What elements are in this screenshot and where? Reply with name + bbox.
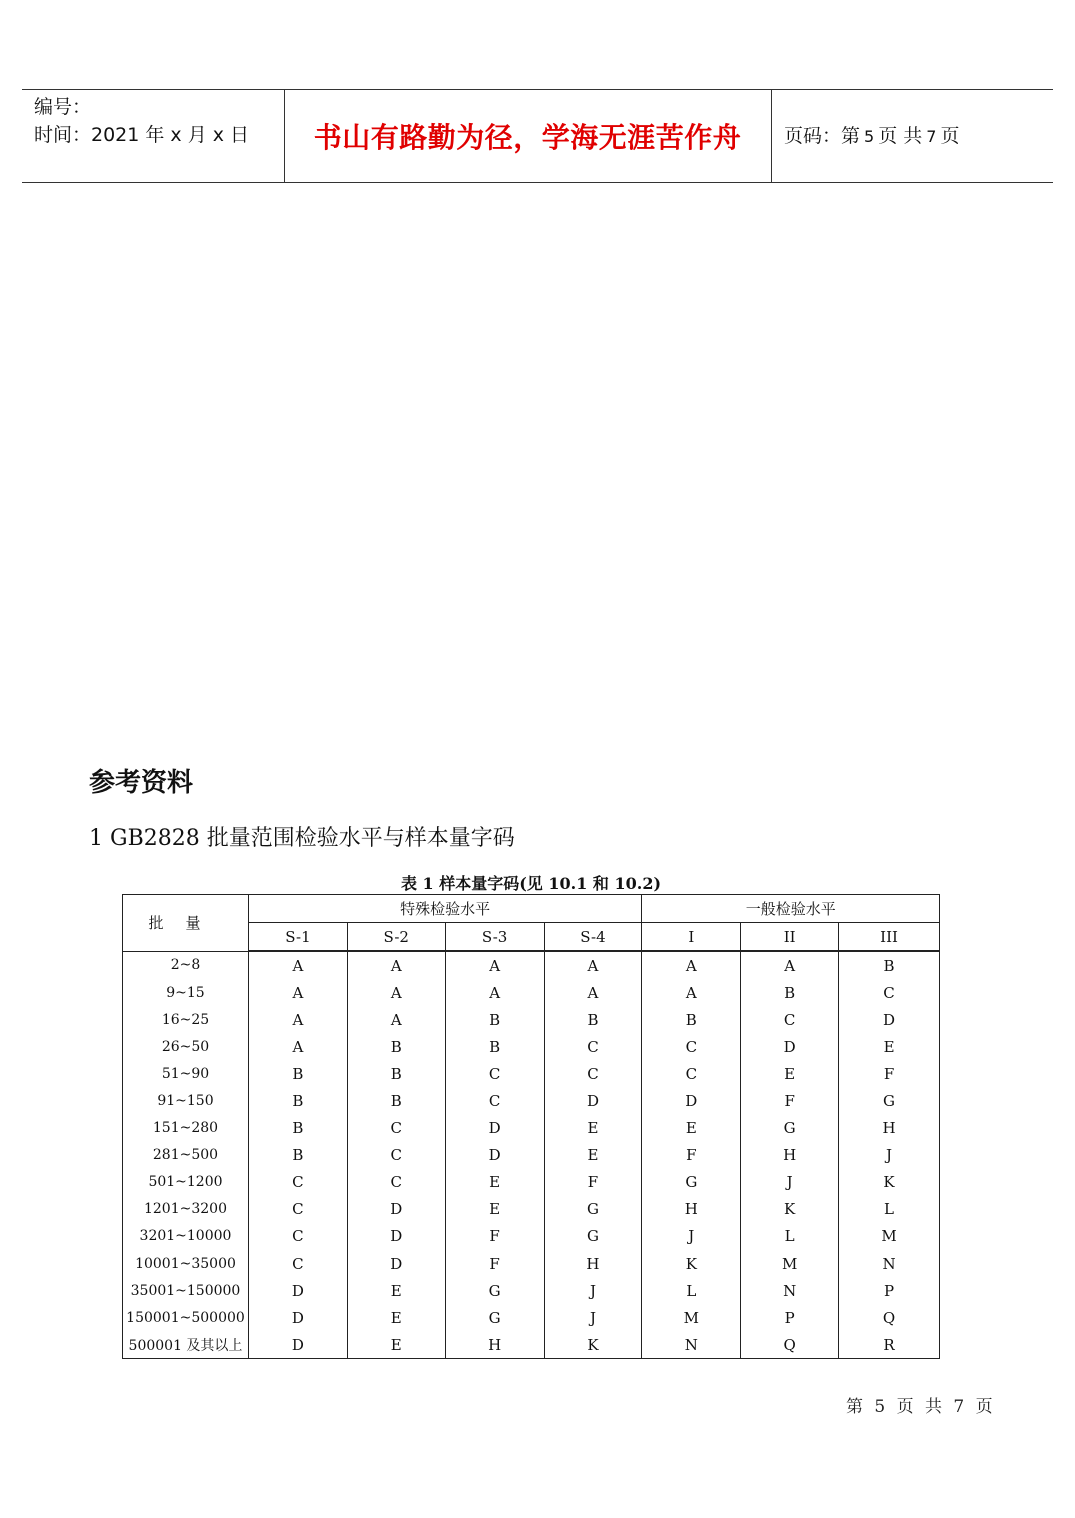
table-row — [123, 1223, 940, 1250]
level-header-1: S-2 — [347, 923, 445, 952]
code-letter-cell: B — [347, 1060, 445, 1087]
code-letter-cell: B — [544, 1006, 642, 1033]
code-letter-cell: A — [544, 951, 642, 979]
page-prefix: 页码：第 — [784, 125, 861, 147]
code-letter-cell: A — [741, 951, 839, 979]
code-letter-cell: D — [544, 1087, 642, 1114]
code-letter-cell: C — [544, 1033, 642, 1060]
lot-size-cell: 281~500 — [123, 1142, 249, 1169]
code-letter-cell: L — [741, 1223, 839, 1250]
header-meta — [34, 93, 249, 149]
code-letter-cell: A — [445, 951, 544, 979]
code-letter-cell: C — [544, 1060, 642, 1087]
code-letter-cell: E — [347, 1277, 445, 1304]
code-letter-cell: A — [544, 979, 642, 1006]
table-row — [123, 1115, 940, 1142]
lot-size-cell: 500001 及其以上 — [123, 1331, 249, 1359]
table-row — [123, 1304, 940, 1331]
code-letter-cell: B — [445, 1033, 544, 1060]
header-motto: 书山有路勤为径，学海无涯苦作舟 — [313, 120, 742, 154]
page-suffix: 页 — [940, 125, 960, 147]
reference-item: 1 GB2828 批量范围检验水平与样本量字码 — [89, 826, 515, 851]
code-letter-cell: G — [839, 1087, 940, 1114]
code-letter-cell: M — [741, 1250, 839, 1277]
sample-code-table — [122, 894, 940, 1359]
code-letter-cell: L — [642, 1277, 741, 1304]
general-level-header: 一般检验水平 — [642, 895, 940, 923]
code-letter-cell: B — [347, 1087, 445, 1114]
lot-size-cell: 35001~150000 — [123, 1277, 249, 1304]
code-letter-cell: B — [642, 1006, 741, 1033]
code-letter-cell: G — [544, 1196, 642, 1223]
code-letter-cell: H — [544, 1250, 642, 1277]
code-letter-cell: E — [544, 1142, 642, 1169]
code-letter-cell: A — [642, 979, 741, 1006]
code-letter-cell: H — [642, 1196, 741, 1223]
code-letter-cell: F — [741, 1087, 839, 1114]
code-letter-cell: C — [642, 1060, 741, 1087]
code-letter-cell: B — [839, 951, 940, 979]
lot-size-cell: 1201~3200 — [123, 1196, 249, 1223]
lot-size-cell: 151~280 — [123, 1115, 249, 1142]
number-label: 编号： — [34, 96, 92, 118]
page-footer: 第 5 页 共 7 页 — [846, 1397, 993, 1417]
code-letter-cell: G — [741, 1115, 839, 1142]
special-level-header: 特殊检验水平 — [248, 895, 641, 923]
code-letter-cell: B — [248, 1060, 347, 1087]
code-letter-cell: F — [544, 1169, 642, 1196]
level-header-5: II — [741, 923, 839, 952]
lot-size-header: 批量 — [123, 895, 249, 952]
code-letter-cell: C — [347, 1142, 445, 1169]
level-header-3: S-4 — [544, 923, 642, 952]
code-letter-cell: E — [347, 1304, 445, 1331]
lot-size-cell: 501~1200 — [123, 1169, 249, 1196]
table-row — [123, 979, 940, 1006]
code-letter-cell: E — [544, 1115, 642, 1142]
code-letter-cell: Q — [839, 1304, 940, 1331]
code-letter-cell: F — [839, 1060, 940, 1087]
code-letter-cell: H — [839, 1115, 940, 1142]
code-letter-cell: G — [544, 1223, 642, 1250]
code-letter-cell: C — [248, 1250, 347, 1277]
code-letter-cell: N — [642, 1331, 741, 1359]
code-letter-cell: D — [347, 1223, 445, 1250]
code-letter-cell: D — [445, 1115, 544, 1142]
level-header-4: I — [642, 923, 741, 952]
code-letter-cell: D — [248, 1331, 347, 1359]
table-caption: 表 1 样本量字码(见 10.1 和 10.2) — [400, 874, 662, 893]
code-letter-cell: B — [347, 1033, 445, 1060]
table-body — [123, 951, 940, 1359]
code-letter-cell: E — [741, 1060, 839, 1087]
page-current: 5 — [864, 127, 875, 146]
code-letter-cell: B — [248, 1142, 347, 1169]
code-letter-cell: C — [248, 1223, 347, 1250]
code-letter-cell: E — [347, 1331, 445, 1359]
code-letter-cell: E — [642, 1115, 741, 1142]
table-row — [123, 1006, 940, 1033]
code-letter-cell: C — [347, 1115, 445, 1142]
code-letter-cell: K — [741, 1196, 839, 1223]
code-letter-cell: K — [544, 1331, 642, 1359]
table-row — [123, 1142, 940, 1169]
lot-size-cell: 150001~500000 — [123, 1304, 249, 1331]
table-row — [123, 1331, 940, 1359]
level-header-0: S-1 — [248, 923, 347, 952]
code-letter-cell: H — [445, 1331, 544, 1359]
code-letter-cell: C — [839, 979, 940, 1006]
level-header-6: III — [839, 923, 940, 952]
code-letter-cell: C — [642, 1033, 741, 1060]
code-letter-cell: A — [248, 979, 347, 1006]
code-letter-cell: B — [445, 1006, 544, 1033]
code-letter-cell: D — [741, 1033, 839, 1060]
table-row — [123, 1250, 940, 1277]
table-row — [123, 1169, 940, 1196]
code-letter-cell: C — [248, 1169, 347, 1196]
code-letter-cell: J — [544, 1277, 642, 1304]
code-letter-cell: G — [445, 1277, 544, 1304]
table-row — [123, 951, 940, 979]
table-row — [123, 1196, 940, 1223]
page-total: 7 — [926, 127, 937, 146]
code-letter-cell: D — [445, 1142, 544, 1169]
table-row — [123, 1033, 940, 1060]
code-letter-cell: F — [445, 1223, 544, 1250]
code-letter-cell: D — [347, 1196, 445, 1223]
table-row — [123, 1277, 940, 1304]
code-letter-cell: A — [248, 1033, 347, 1060]
code-letter-cell: J — [642, 1223, 741, 1250]
code-letter-cell: A — [248, 951, 347, 979]
table-row — [123, 1087, 940, 1114]
code-letter-cell: K — [642, 1250, 741, 1277]
code-letter-cell: H — [741, 1142, 839, 1169]
code-letter-cell: C — [248, 1196, 347, 1223]
table-row — [123, 1060, 940, 1087]
code-letter-cell: N — [741, 1277, 839, 1304]
code-letter-cell: N — [839, 1250, 940, 1277]
header-divider-right — [771, 89, 772, 182]
header-page-indicator — [784, 121, 959, 148]
code-letter-cell: E — [445, 1169, 544, 1196]
code-letter-cell: C — [445, 1087, 544, 1114]
time-label: 时间：2021 年 x 月 x 日 — [34, 124, 250, 146]
code-letter-cell: K — [839, 1169, 940, 1196]
lot-size-cell: 26~50 — [123, 1033, 249, 1060]
code-letter-cell: E — [839, 1033, 940, 1060]
code-letter-cell: F — [445, 1250, 544, 1277]
code-letter-cell: D — [839, 1006, 940, 1033]
lot-size-cell: 9~15 — [123, 979, 249, 1006]
lot-size-cell: 3201~10000 — [123, 1223, 249, 1250]
code-letter-cell: B — [248, 1115, 347, 1142]
page-mid: 页 共 — [878, 125, 923, 147]
lot-size-cell: 16~25 — [123, 1006, 249, 1033]
code-letter-cell: M — [642, 1304, 741, 1331]
code-letter-cell: A — [347, 1006, 445, 1033]
code-letter-cell: C — [445, 1060, 544, 1087]
code-letter-cell: C — [741, 1006, 839, 1033]
lot-size-cell: 2~8 — [123, 951, 249, 979]
code-letter-cell: J — [544, 1304, 642, 1331]
code-letter-cell: P — [839, 1277, 940, 1304]
code-letter-cell: P — [741, 1304, 839, 1331]
code-letter-cell: E — [445, 1196, 544, 1223]
lot-size-cell: 91~150 — [123, 1087, 249, 1114]
lot-size-cell: 10001~35000 — [123, 1250, 249, 1277]
code-letter-cell: A — [445, 979, 544, 1006]
code-letter-cell: D — [642, 1087, 741, 1114]
code-letter-cell: A — [642, 951, 741, 979]
code-letter-cell: Q — [741, 1331, 839, 1359]
code-letter-cell: L — [839, 1196, 940, 1223]
code-letter-cell: R — [839, 1331, 940, 1359]
code-letter-cell: A — [347, 951, 445, 979]
code-letter-cell: B — [248, 1087, 347, 1114]
code-letter-cell: A — [347, 979, 445, 1006]
code-letter-cell: G — [445, 1304, 544, 1331]
code-letter-cell: C — [347, 1169, 445, 1196]
code-letter-cell: A — [248, 1006, 347, 1033]
code-letter-cell: B — [741, 979, 839, 1006]
code-letter-cell: J — [741, 1169, 839, 1196]
code-letter-cell: D — [347, 1250, 445, 1277]
lot-size-cell: 51~90 — [123, 1060, 249, 1087]
level-header-2: S-3 — [445, 923, 544, 952]
header-bottom-rule — [22, 182, 1053, 183]
code-letter-cell: F — [642, 1142, 741, 1169]
code-letter-cell: D — [248, 1277, 347, 1304]
section-title: 参考资料 — [89, 768, 194, 798]
code-letter-cell: M — [839, 1223, 940, 1250]
code-letter-cell: D — [248, 1304, 347, 1331]
code-letter-cell: G — [642, 1169, 741, 1196]
code-letter-cell: J — [839, 1142, 940, 1169]
